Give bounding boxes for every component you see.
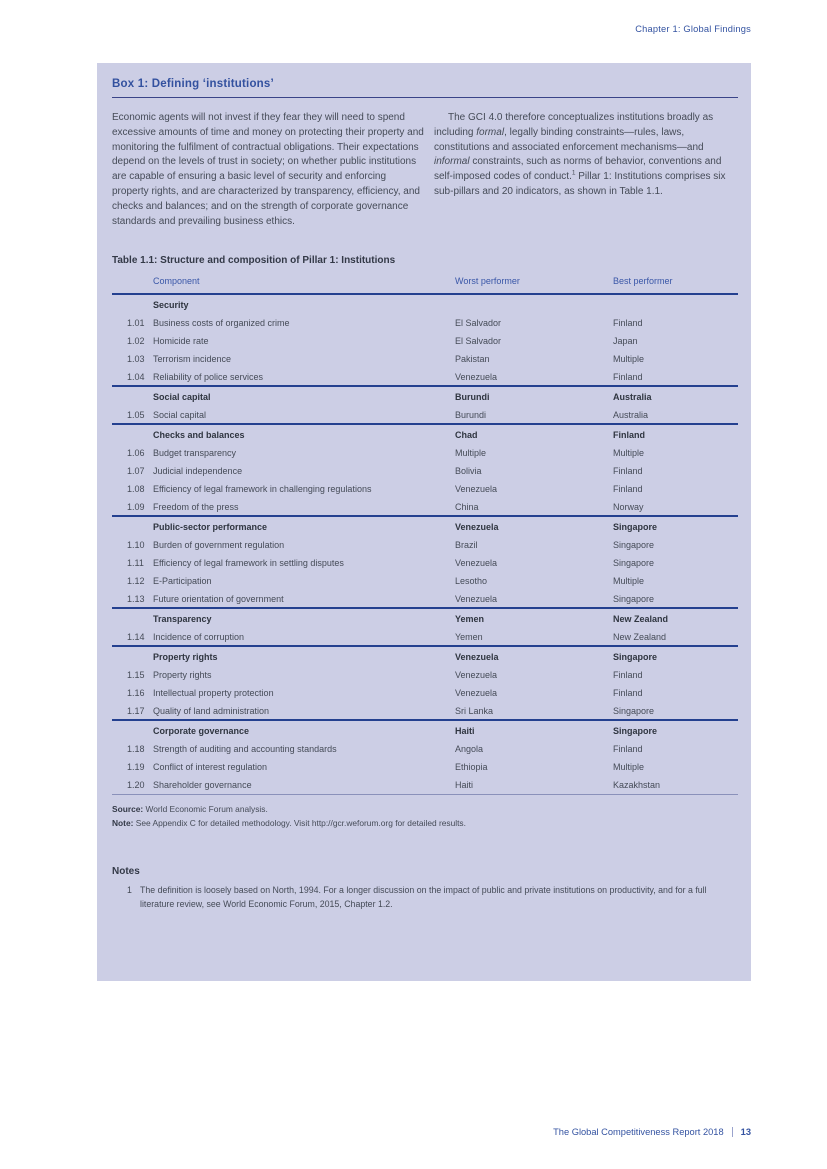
indicator-number-cell: 1.14 (127, 631, 145, 642)
paragraph-segment: constraints, such as norms of behavior, conventions and self-imposed codes of conduct. (434, 156, 722, 183)
pillar-table (112, 274, 738, 795)
worst-performer-cell: Venezuela (455, 484, 498, 495)
table-group-row (112, 424, 738, 444)
note-item (112, 884, 738, 912)
best-performer-cell: Multiple (613, 448, 645, 459)
group-best-cell (613, 294, 738, 314)
best-performer-cell: Finland (613, 466, 643, 477)
footer-divider (732, 1127, 733, 1137)
table-title: Table 1.1: Structure and composition of Pillar 1: Institutions (112, 255, 396, 267)
table-section (112, 646, 738, 720)
indicator-number-cell: 1.01 (127, 318, 145, 329)
column-header-component: Component (112, 274, 455, 294)
group-worst-cell: Burundi (455, 391, 490, 402)
best-performer-cell: Finland (613, 744, 643, 755)
worst-performer-cell: Pakistan (455, 354, 490, 365)
worst-performer-cell: Yemen (455, 631, 483, 642)
indicator-number-cell: 1.08 (127, 484, 145, 495)
worst-performer-cell: Venezuela (455, 593, 498, 604)
box-left-column (112, 111, 425, 229)
group-worst-cell: Haiti (455, 725, 475, 736)
component-cell: Conflict of interest regulation (153, 762, 268, 773)
notes-heading: Notes (112, 865, 140, 877)
group-name-cell: Security (153, 299, 189, 310)
box-1-defining-institutions (97, 63, 751, 981)
group-best-cell: Australia (613, 391, 652, 402)
component-cell: Terrorism incidence (153, 354, 232, 365)
worst-performer-cell: China (455, 501, 479, 512)
paragraph-segment: Pillar 1: Institutions comprises six sub-pillars and 20 indicators, as shown in Table 1.1. (434, 171, 726, 197)
best-performer-cell: Norway (613, 501, 644, 512)
footer-report-title: The Global Competitiveness Report 2018 (553, 1127, 724, 1137)
indicator-number-cell: 1.04 (127, 371, 145, 382)
notes-list (112, 884, 738, 912)
table-row (112, 368, 738, 386)
column-header-worst: Worst performer (455, 274, 613, 294)
worst-performer-cell: Brazil (455, 540, 478, 551)
component-cell: Property rights (153, 670, 212, 681)
worst-performer-cell: Multiple (455, 448, 487, 459)
note-number: 1 (127, 884, 132, 895)
best-performer-cell: New Zealand (613, 631, 667, 642)
column-header-best: Best performer (613, 274, 738, 294)
component-cell: Quality of land administration (153, 705, 270, 716)
component-cell: Incidence of corruption (153, 631, 245, 642)
table-section (112, 386, 738, 424)
group-name-cell: Corporate governance (153, 725, 250, 736)
group-best-cell: Singapore (613, 521, 658, 532)
worst-performer-cell: Venezuela (455, 371, 498, 382)
best-performer-cell: Multiple (613, 354, 645, 365)
indicator-number-cell: 1.09 (127, 501, 145, 512)
page-footer (553, 1127, 751, 1137)
best-performer-cell: Finland (613, 318, 643, 329)
group-name-cell: Property rights (153, 651, 218, 662)
best-performer-cell: Australia (613, 409, 649, 420)
indicator-number-cell: 1.20 (127, 780, 145, 791)
best-performer-cell: Japan (613, 336, 638, 347)
indicator-number-cell: 1.02 (127, 336, 145, 347)
component-cell: Judicial independence (153, 466, 243, 477)
source-line (112, 802, 738, 816)
table-group-row (112, 294, 738, 314)
indicator-number-cell: 1.18 (127, 744, 145, 755)
table-row (112, 572, 738, 590)
table-row (112, 740, 738, 758)
group-worst-cell (455, 294, 613, 314)
table-row (112, 498, 738, 516)
table-row (112, 628, 738, 646)
indicator-number-cell: 1.19 (127, 762, 145, 773)
box-title-rule (112, 97, 738, 98)
table-row (112, 406, 738, 424)
table-row (112, 684, 738, 702)
worst-performer-cell: Burundi (455, 409, 487, 420)
indicator-number-cell: 1.13 (127, 593, 145, 604)
indicator-number-cell: 1.10 (127, 540, 145, 551)
group-name-cell: Transparency (153, 613, 212, 624)
worst-performer-cell: Venezuela (455, 558, 498, 569)
worst-performer-cell: Angola (455, 744, 484, 755)
box-left-paragraph: Economic agents will not invest if they fear they will need to spend excessive amounts of time and money on protecting their property and monitoring the fulfilment of contractual obligations. Their expectations depend on the levels of trust in society; on whether public institutions are capable of ensuring a basic level of security and enforcing property rights, and are characterized by transparency, efficiency, and checks and balances; and on the strength of corporate governance standards and prevailing business ethics. (112, 112, 424, 227)
worst-performer-cell: Sri Lanka (455, 705, 494, 716)
table-section (112, 516, 738, 608)
table-group-row (112, 608, 738, 628)
component-cell: Budget transparency (153, 448, 237, 459)
table-section (112, 294, 738, 386)
worst-performer-cell: El Salvador (455, 318, 502, 329)
component-cell: Homicide rate (153, 336, 209, 347)
component-cell: Intellectual property protection (153, 688, 274, 699)
component-cell: Shareholder governance (153, 780, 252, 791)
best-performer-cell: Singapore (613, 540, 655, 551)
best-performer-cell: Singapore (613, 558, 655, 569)
indicator-number-cell: 1.12 (127, 576, 145, 587)
table-row (112, 666, 738, 684)
table-row (112, 590, 738, 608)
note-text: See Appendix C for detailed methodology. Visit http://gcr.weforum.org for detailed results. (133, 817, 466, 828)
source-text: World Economic Forum analysis. (143, 803, 268, 814)
table-row (112, 480, 738, 498)
best-performer-cell: Multiple (613, 576, 645, 587)
indicator-number-cell: 1.06 (127, 448, 145, 459)
paragraph-segment: informal (434, 156, 470, 168)
component-cell: Burden of government regulation (153, 540, 285, 551)
worst-performer-cell: Venezuela (455, 688, 498, 699)
group-worst-cell: Venezuela (455, 521, 499, 532)
note-text-body: The definition is loosely based on North, 1994. For a longer discussion on the impact of public and private institutions on productivity, and for a full literature review, see World Economic Forum, 2015, Chapter 1.2. (140, 884, 707, 909)
table-group-row (112, 646, 738, 666)
table-group-row (112, 516, 738, 536)
paragraph-segment: The GCI 4.0 therefore conceptualizes institutions broadly as including (434, 112, 714, 138)
box-right-column (434, 111, 738, 229)
component-cell: E-Participation (153, 576, 212, 587)
component-cell: Reliability of police services (153, 371, 264, 382)
group-worst-cell: Yemen (455, 613, 485, 624)
table-source-note (112, 802, 738, 830)
table-row (112, 758, 738, 776)
box-title: Box 1: Defining ‘institutions’ (112, 78, 274, 90)
paragraph-segment: , legally binding constraints—rules, laws, constitutions and associated enforcement mechanisms—and (434, 126, 704, 153)
note-label: Note: (112, 817, 134, 828)
table-row (112, 444, 738, 462)
component-cell: Efficiency of legal framework in settling disputes (153, 558, 344, 569)
worst-performer-cell: Bolivia (455, 466, 482, 477)
best-performer-cell: Kazakhstan (613, 780, 661, 791)
table-row (112, 332, 738, 350)
table-group-row (112, 720, 738, 740)
footer-page-number: 13 (740, 1127, 751, 1137)
table-group-row (112, 386, 738, 406)
table-row (112, 536, 738, 554)
component-cell: Business costs of organized crime (153, 318, 290, 329)
note-line (112, 816, 738, 830)
group-worst-cell: Chad (455, 429, 478, 440)
best-performer-cell: Finland (613, 484, 643, 495)
component-cell: Social capital (153, 409, 207, 420)
indicator-number-cell: 1.16 (127, 688, 145, 699)
table-row (112, 314, 738, 332)
best-performer-cell: Singapore (613, 593, 655, 604)
indicator-number-cell: 1.05 (127, 409, 145, 420)
group-best-cell: Singapore (613, 725, 658, 736)
table-row (112, 776, 738, 794)
paragraph-segment: 1 (571, 169, 576, 177)
best-performer-cell: Multiple (613, 762, 645, 773)
indicator-number-cell: 1.07 (127, 466, 145, 477)
indicator-number-cell: 1.03 (127, 354, 145, 365)
group-best-cell: New Zealand (613, 613, 669, 624)
best-performer-cell: Finland (613, 371, 643, 382)
table-header (112, 274, 738, 294)
table-row (112, 350, 738, 368)
group-worst-cell: Venezuela (455, 651, 499, 662)
source-label: Source: (112, 803, 144, 814)
indicator-number-cell: 1.11 (127, 558, 144, 569)
box-body-columns (112, 111, 738, 229)
chapter-header: Chapter 1: Global Findings (635, 24, 751, 34)
table-section (112, 720, 738, 794)
indicator-number-cell: 1.17 (127, 705, 145, 716)
best-performer-cell: Singapore (613, 705, 655, 716)
worst-performer-cell: El Salvador (455, 336, 502, 347)
group-best-cell: Finland (613, 429, 645, 440)
component-cell: Efficiency of legal framework in challenging regulations (153, 484, 372, 495)
best-performer-cell: Finland (613, 670, 643, 681)
component-cell: Strength of auditing and accounting standards (153, 744, 337, 755)
table-section (112, 424, 738, 516)
table-row (112, 702, 738, 720)
worst-performer-cell: Lesotho (455, 576, 488, 587)
table-section (112, 608, 738, 646)
box-right-paragraph (434, 111, 738, 200)
best-performer-cell: Finland (613, 688, 643, 699)
worst-performer-cell: Venezuela (455, 670, 498, 681)
paragraph-segment: formal (476, 126, 505, 138)
group-name-cell: Public-sector performance (153, 521, 268, 532)
worst-performer-cell: Ethiopia (455, 762, 488, 773)
table-row (112, 554, 738, 572)
group-best-cell: Singapore (613, 651, 658, 662)
group-name-cell: Checks and balances (153, 429, 245, 440)
group-name-cell: Social capital (153, 391, 211, 402)
table-row (112, 462, 738, 480)
indicator-number-cell: 1.15 (127, 670, 145, 681)
worst-performer-cell: Haiti (455, 780, 474, 791)
component-cell: Future orientation of government (153, 593, 284, 604)
component-cell: Freedom of the press (153, 501, 239, 512)
